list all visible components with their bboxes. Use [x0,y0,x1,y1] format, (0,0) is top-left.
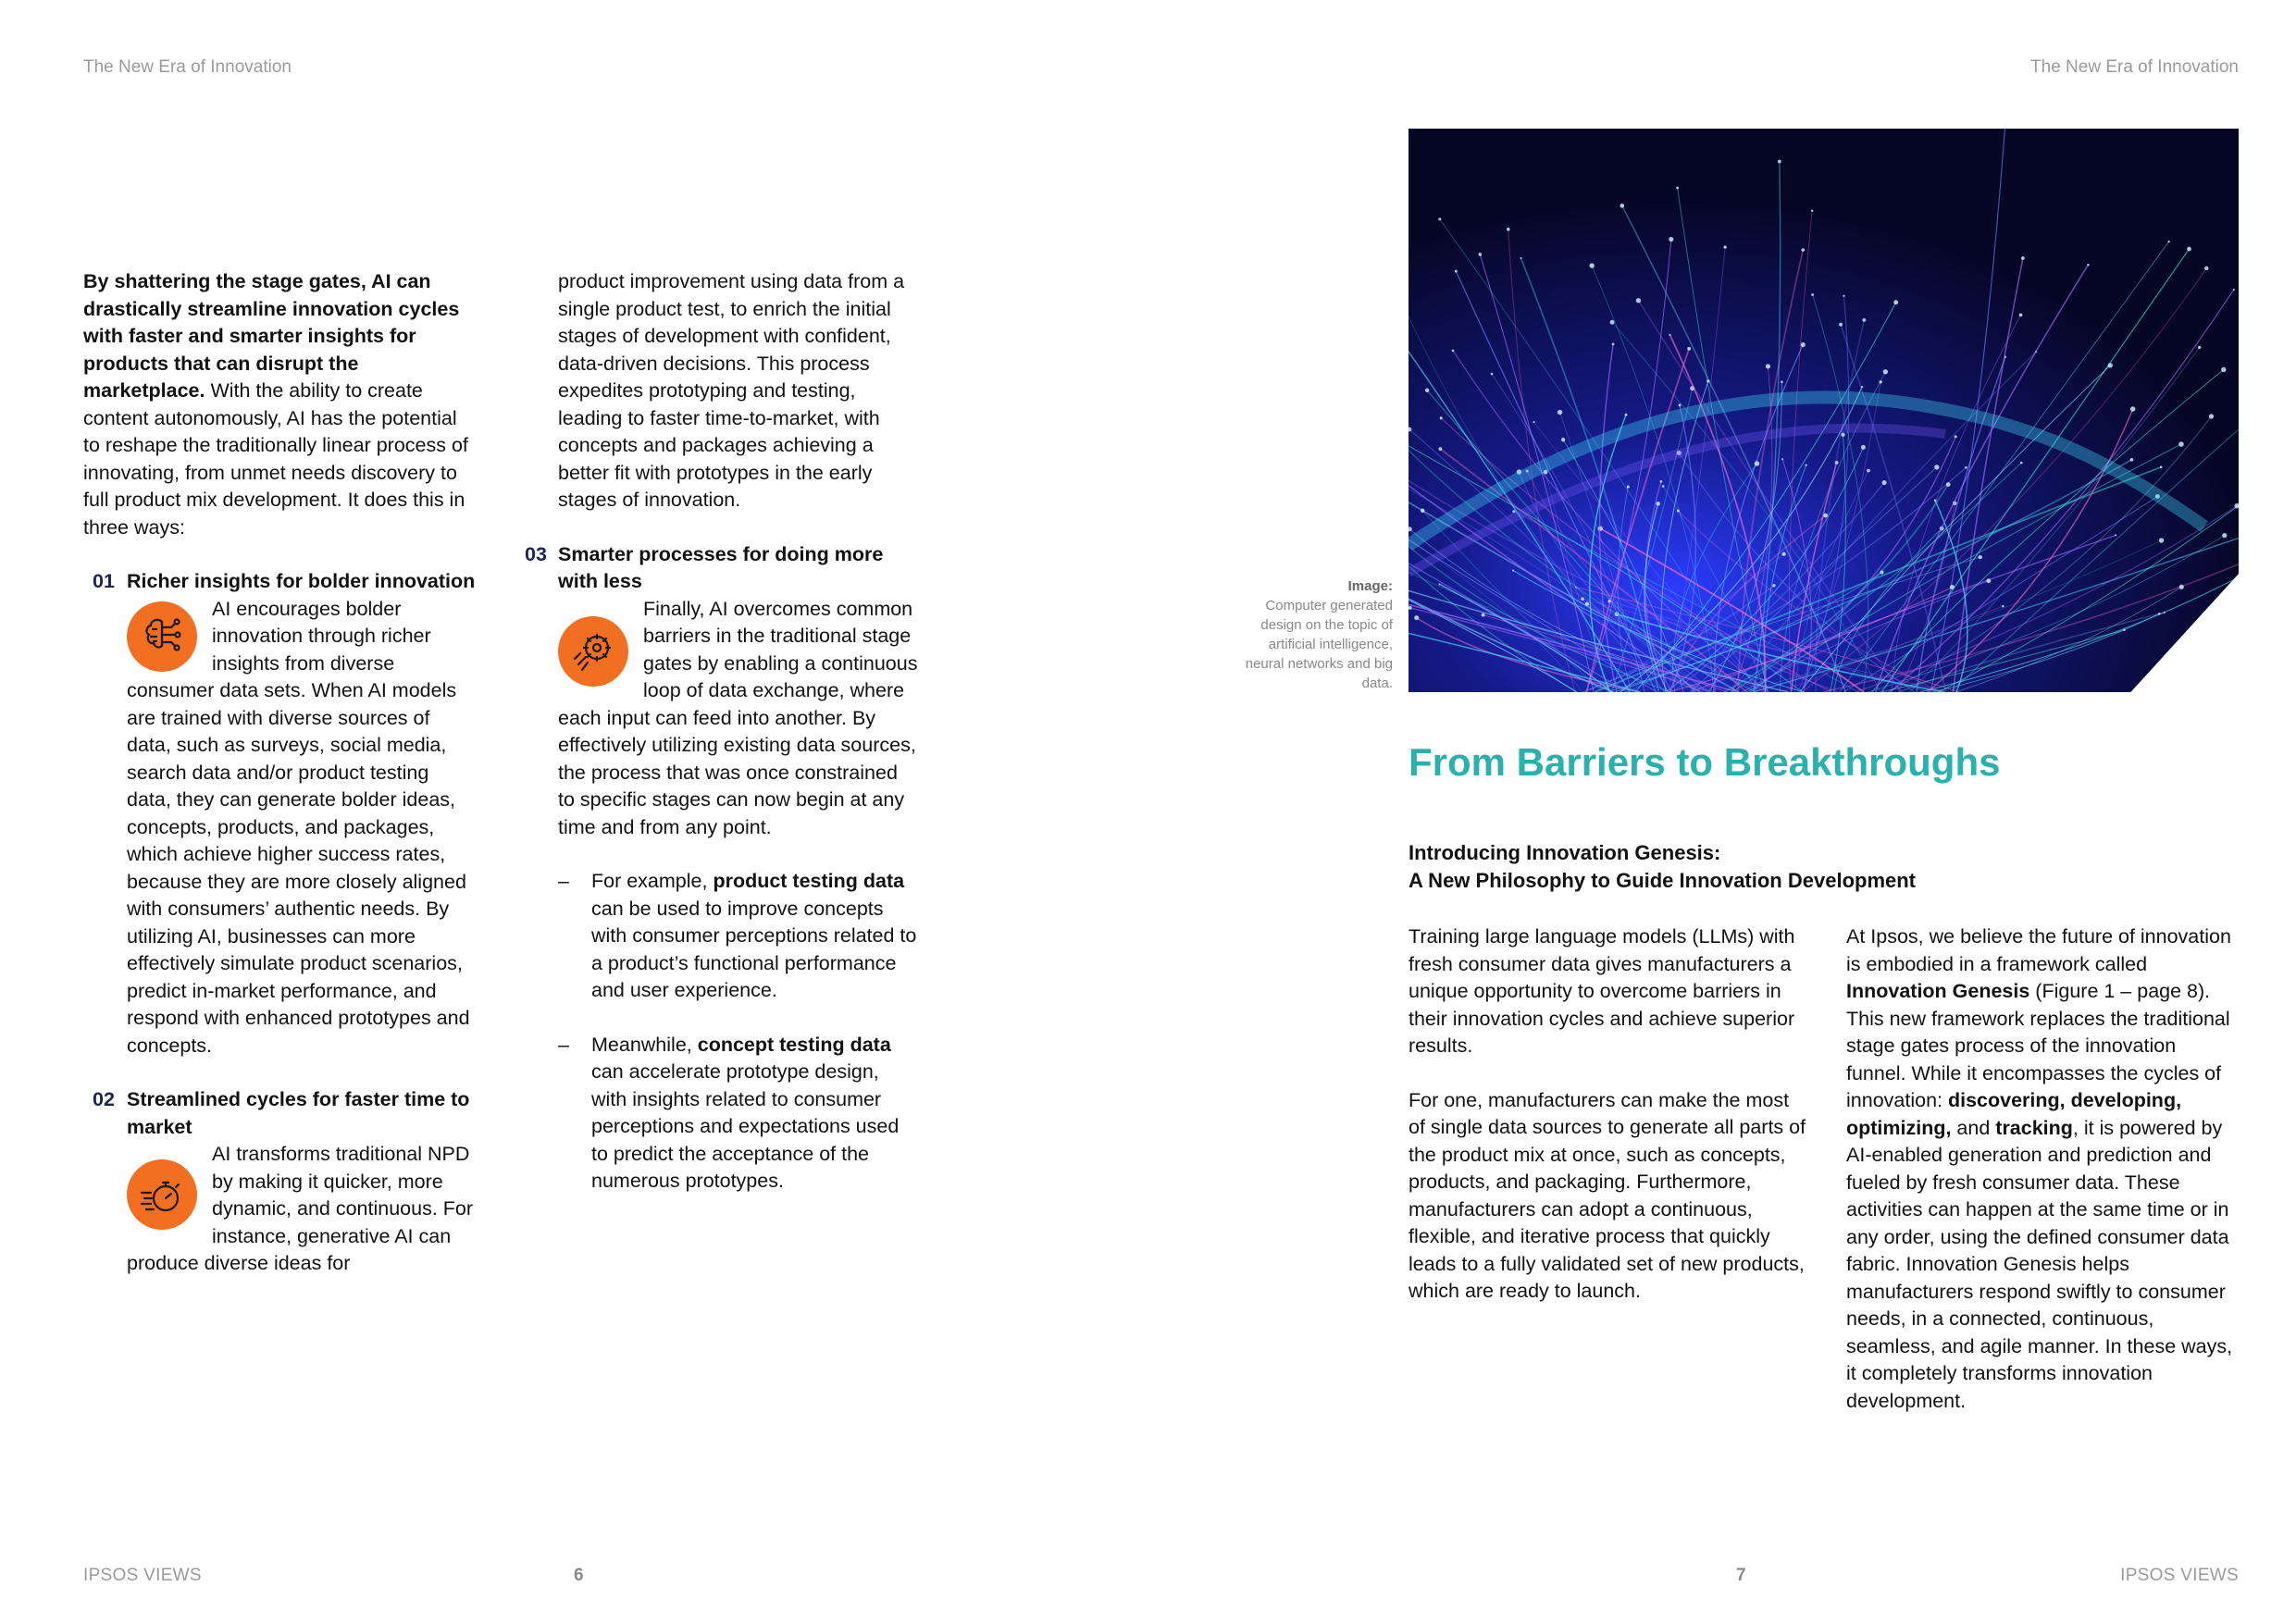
way-item-01 [83,568,477,1059]
cycle-term-tracking: tracking [1995,1116,2073,1139]
way-item-03 [525,541,919,842]
intro-lead-bold: By shattering the stage gates, AI can drastically streamline innovation cycles with faster and smarter insights for products that can disrupt the marketplace. [83,270,460,402]
section-subheading [1409,839,1916,895]
example-bold-text: product testing data [713,870,905,892]
footer-brand-right: IPSOS VIEWS [2120,1566,2239,1585]
right-page-column-1 [1409,923,1806,1306]
dash-bullet: – [558,1033,569,1056]
body-text: and [1951,1116,1996,1139]
way-item-02 [83,1086,477,1278]
body-text: At Ipsos, we believe the future of innovation is embodied in a framework called [1846,925,2231,975]
example-text: For example, [591,870,714,892]
way-body: AI encourages bolder innovation through richer insights from diverse consumer data sets. When AI models are trained with diverse sources of data, such as surveys, social media, search data and/or product testing data, they can generate bolder ideas, concepts, products, and packages, which achieve higher success rates, because they are more closely aligned with consumers’ authentic needs. By utilizing AI, businesses can more effectively simulate product scenarios, predict in-market performance, and respond with enhanced prototypes and concepts. [127,597,470,1057]
intro-lead-text: With the ability to create content autonomously, AI has the potential to reshape the traditionally linear process of innovating, from unmet needs discovery to full product mix development. It does this in three ways: [83,379,468,539]
body-text: , it is powered by AI-enabled generation and prediction and fueled by fresh consumer data. These activities can happen at the same time or in any order, using the defined consumer data fabric. Innovation Genesis helps manufacturers respond swiftly to consumer needs, in a connected, continuous, seamless, and agile manner. In these ways, it completely transforms innovation development. [1846,1116,2233,1412]
subheading-line-2: A New Philosophy to Guide Innovation Development [1409,869,1917,892]
way-number: 01 [93,570,115,592]
image-caption [1240,576,1393,693]
example-text: can accelerate prototype design, with insights related to consumer perceptions and expectations used to predict the acceptance of the numerous prototypes. [591,1060,900,1192]
way-number: 03 [525,542,547,565]
section-heading: From Barriers to Breakthroughs [1409,740,2001,784]
ai-gear-head-icon [558,616,628,687]
example-item-concept-testing [558,1032,919,1196]
body-paragraph-1: Training large language models (LLMs) with fresh consumer data gives manufacturers a unique opportunity to overcome barriers in their innovation cycles and achieve superior results. [1409,925,1795,1057]
dash-bullet: – [558,870,569,892]
neural-network-image [1409,129,2239,692]
framework-name: Innovation Genesis [1846,980,2030,1002]
image-caption-text: Computer generated design on the topic of artificial intelligence, neural networks and big data. [1245,598,1393,691]
example-text: can be used to improve concepts with consumer perceptions related to a product’s functional performance and user experience. [591,897,917,1001]
way-title: Smarter processes for doing more with less [558,542,884,592]
way-title: Richer insights for bolder innovation [127,570,476,592]
running-title-right: The New Era of Innovation [2030,57,2239,77]
left-page-column-1 [83,268,477,1278]
intro-paragraph [83,268,477,541]
way-title: Streamlined cycles for faster time to market [127,1088,470,1138]
way-02-body-continued: product improvement using data from a single product test, to enrich the initial stages of development with confident, data-driven decisions. This process expedites prototyping and testing, leading to faster time-to-market, with concepts and packages achieving a better fit with prototypes in the early stages of innovation. [558,270,905,511]
way-body: Finally, AI overcomes common barriers in the traditional stage gates by enabling a continuous loop of data exchange, where each input can feed into another. By effectively utilizing existing data sources, the process that was once constrained to specific stages can now begin at any time and from any point. [558,597,918,838]
subheading-line-1: Introducing Innovation Genesis: [1409,841,1721,864]
left-page-column-2 [525,268,919,1196]
stopwatch-speed-icon [127,1159,197,1230]
right-page-column-2 [1846,923,2240,1415]
example-text: Meanwhile, [591,1033,698,1056]
example-item-product-testing [558,868,919,1005]
page-number-right: 7 [1736,1566,1746,1585]
way-body: AI transforms traditional NPD by making it quicker, more dynamic, and continuous. For instance, generative AI can produce diverse ideas for [127,1143,474,1274]
body-paragraph-3 [1846,923,2240,1415]
cycle-terms: discovering, developing, optimizing, [1846,1089,2182,1139]
way-number: 02 [93,1088,115,1110]
running-title-left: The New Era of Innovation [83,57,292,77]
body-paragraph-2: For one, manufacturers can make the most of single data sources to generate all parts of the product mix at once, such as concepts, products, and packaging. Furthermore, manufacturers can adopt a continuous, flexible, and iterative process that quickly leads to a fully validated set of new products, which are ready to launch. [1409,1088,1806,1302]
page-number-left: 6 [574,1566,584,1585]
image-caption-label: Image: [1347,578,1393,594]
ai-brain-circuit-icon [127,601,197,672]
footer-brand-left: IPSOS VIEWS [83,1566,202,1585]
body-text: (Figure 1 – page 8). This new framework replaces the traditional stage gates process of the innovation funnel. While it encompasses the cycles of innovation: [1846,980,2230,1111]
example-bold-text: concept testing data [697,1033,891,1056]
